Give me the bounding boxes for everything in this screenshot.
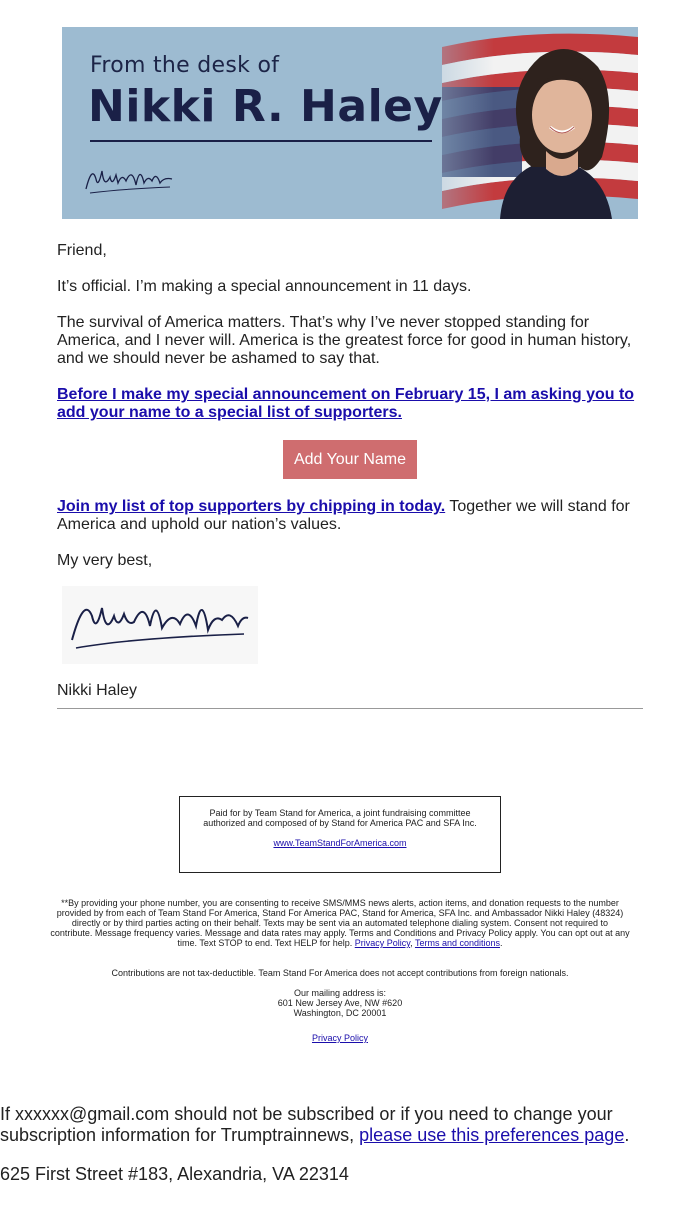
subscription-text: If xxxxxx@gmail.com should not be subscribed or if you need to change your subscription information for Trumptrainnews,: [0, 1104, 613, 1145]
paragraph-chip-in: [57, 498, 647, 534]
privacy-policy-link[interactable]: Privacy Policy: [311, 1033, 368, 1043]
supporter-list-link[interactable]: Before I make my special announcement on February 15, I am asking you to add your name to a special list of supporters.: [57, 386, 635, 421]
supporter-list-link-paragraph: [57, 386, 647, 422]
mailing-address: [50, 988, 630, 1018]
privacy-policy-row: [50, 1033, 630, 1043]
header-banner: [62, 27, 638, 219]
contributions-notice: Contributions are not tax-deductible. Team Stand For America does not accept contributions from foreign nationals.: [111, 968, 569, 978]
terms-and-conditions-link[interactable]: Terms and conditions: [414, 938, 500, 948]
portrait-photo: [470, 27, 638, 219]
subscription-notice: [0, 1104, 700, 1146]
mailing-line-2: Washington, DC 20001: [293, 1008, 387, 1018]
banner-signature-image: [82, 159, 178, 199]
signature-image: [62, 586, 258, 664]
banner-divider: [90, 140, 432, 142]
add-your-name-button[interactable]: Add Your Name: [283, 440, 417, 479]
disclaimer-separator: ,: [410, 938, 415, 948]
paragraph-survival: The survival of America matters. That’s why I’ve never stopped standing for America, and I never will. America is the greatest force for good in human history, and we should never be ashamed to say that.: [57, 314, 632, 367]
disclaimer-text: **By providing your phone number, you are consenting to receive SMS/MMS news alerts, action items, and donation requests to the number provided by from each of Team Stand For America, Stand For America PAC, Stand for America, SFA Inc. and Ambassador Nikki Haley (48324) directly or by third parties acting on their behalf. Texts may be sent via an automated telephone dialing system. Consent not required to contribute. Message frequency varies. Message and data rates may apply. Terms and Conditions and Privacy Policy apply. You can opt out at any time. Text STOP to end. Text HELP for help.: [50, 898, 630, 948]
paid-for-box: [179, 796, 501, 873]
chip-in-rest-text: Together we will stand for America and uphold our nation’s values.: [57, 498, 630, 533]
banner-from-text: From the desk of: [90, 53, 280, 78]
preferences-page-link[interactable]: please use this preferences page: [359, 1125, 625, 1145]
chip-in-link[interactable]: Join my list of top supporters by chipping in today.: [57, 498, 446, 515]
mailing-line-1: 601 New Jersey Ave, NW #620: [277, 998, 403, 1008]
divider: [57, 708, 643, 709]
mailing-label: Our mailing address is:: [293, 988, 387, 998]
signoff-name: Nikki Haley: [57, 682, 138, 699]
team-stand-for-america-link[interactable]: www.TeamStandForAmerica.com: [273, 838, 407, 848]
banner-name-text: Nikki R. Haley: [88, 81, 443, 132]
disclaimer-end: .: [500, 938, 503, 948]
footer-address: 625 First Street #183, Alexandria, VA 22314: [0, 1164, 349, 1184]
greeting: Friend,: [57, 242, 107, 259]
subscription-text-end: .: [624, 1125, 630, 1145]
paid-for-text: Paid for by Team Stand for America, a joint fundraising committee authorized and composed of by Stand for America PAC and SFA Inc.: [203, 808, 477, 828]
paragraph-announcement: It’s official. I’m making a special announcement in 11 days.: [57, 278, 472, 295]
sms-disclaimer: [50, 898, 630, 948]
disclaimer-privacy-policy-link[interactable]: Privacy Policy: [354, 938, 411, 948]
closing-text: My very best,: [57, 552, 153, 569]
